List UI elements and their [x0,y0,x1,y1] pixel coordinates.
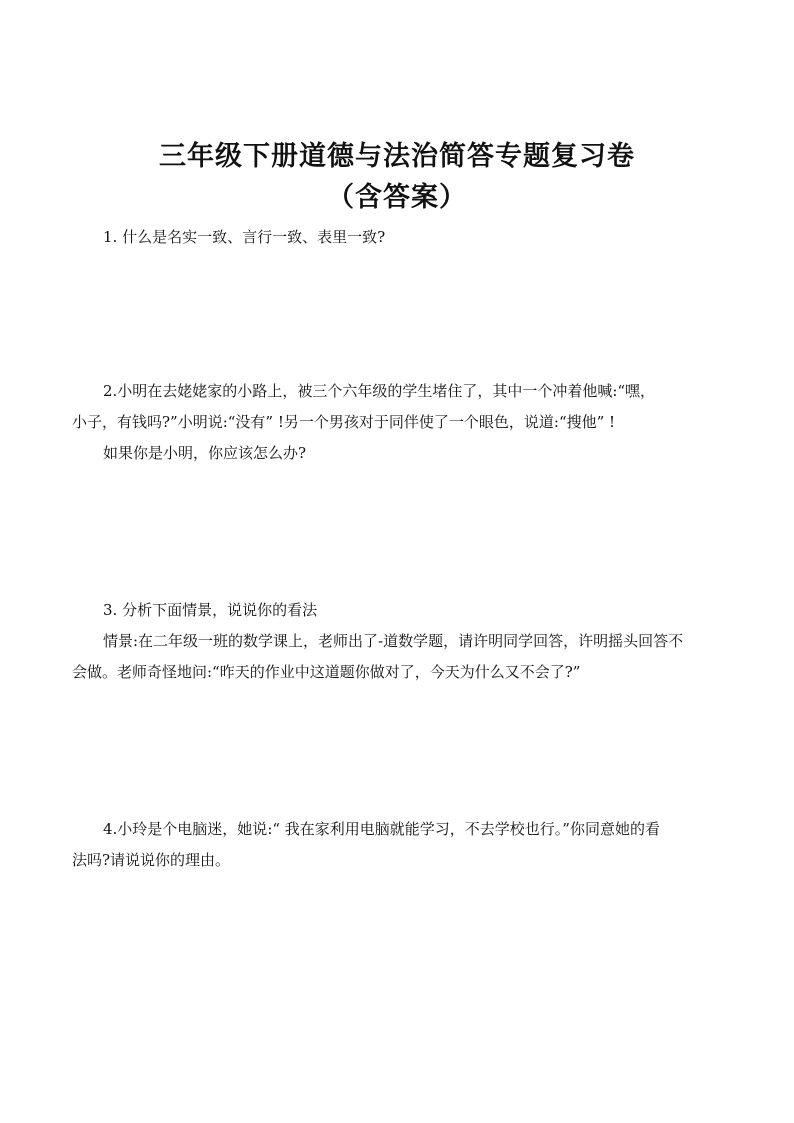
document-subtitle: （含答案） [327,182,467,213]
question-3-line-1: 3. 分析下面情景，说说你的看法 [103,601,318,619]
question-4-line-1: 4.小玲是个电脑迷，她说:“ 我在家利用电脑就能学习，不去学校也行。”你同意她的看 [103,820,660,838]
document-title: 三年级下册道德与法治简答专题复习卷 [159,141,635,172]
question-3-line-3: 会做。老师奇怪地问:“昨天的作业中这道题你做对了，今天为什么又不会了?” [72,663,581,681]
question-3-line-2: 情景:在二年级一班的数学课上，老师出了-道数学题，请许明同学回答，许明摇头回答不 [103,632,684,650]
question-1-line-1: 1. 什么是名实一致、言行一致、表里一致? [103,228,386,246]
question-2-line-3: 如果你是小明，你应该怎么办? [103,444,307,462]
question-2-line-2: 小子，有钱吗?”小明说:“没有” !另一个男孩对于同伴使了一个眼色，说道:“搜他” ! [72,413,616,431]
question-2-line-1: 2.小明在去姥姥家的小路上，被三个六年级的学生堵住了，其中一个冲着他喊:“嘿， [103,382,656,400]
question-4-line-2: 法吗?请说说你的理由。 [72,851,231,869]
